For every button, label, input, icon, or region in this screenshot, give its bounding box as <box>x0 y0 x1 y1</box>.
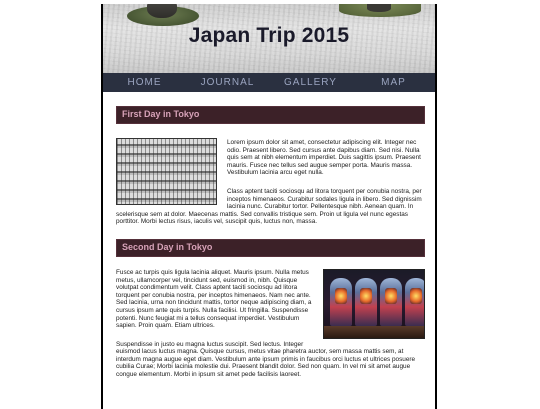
stone-stairs-photo <box>116 138 217 205</box>
entry-paragraph: Suspendisse in justo eu magna luctus suscipit. Sed lectus. Integer euismod lacus luctus magna. Quisque cursus, metus vitae pharetra auctor, sem massa mattis sem, at interdum magna augue eget diam. Vestibulum ante ipsum primis in faucibus orci luctus et ultrices posuere cubilia Curae; Morbi lacinia molestie dui. Praesent blandit dolor. Sed non quam. In vel mi sit amet augue congue elementum. Morbi in ipsum sit amet pede facilisis laoreet. <box>116 340 416 379</box>
nav-map-link[interactable]: MAP <box>381 77 406 88</box>
section-heading: Second Day in Tokyo <box>116 239 425 257</box>
main-content <box>116 106 425 379</box>
pachinko-machines-photo <box>323 269 425 339</box>
journal-entry <box>116 239 425 379</box>
entry-paragraph: Fusce ac turpis quis ligula lacinia aliquet. Mauris ipsum. Nulla metus metus, ullamcorper vel, tincidunt sed, euismod in, nibh. Quisque volutpat condimentum velit. Class aptent taciti sociosqu ad litora torquent per conubia nostra, per inceptos himenaeos. Nam nec ante. Sed lacinia, urna non tincidunt mattis, tortor neque adipiscing diam, a cursus ipsum ante quis turpis. Nulla facilisi. Ut fringilla. Suspendisse potenti. Nunc feugiat mi a tellus consequat imperdiet. Vestibulum sapien. Proin quam. Etiam ultrices. <box>116 268 312 330</box>
site-title: Japan Trip 2015 <box>188 24 350 47</box>
main-nav <box>103 73 435 92</box>
entry-paragraph: Lorem ipsum dolor sit amet, consectetur adipiscing elit. Integer nec odio. Praesent libero. Sed cursus ante dapibus diam. Sed nisi. Nulla quis sem at nibh elementum imperdiet. Duis sagittis ipsum. Praesent mauris. Fusce nec tellus sed augue semper porta. Mauris massa. Vestibulum lacinia arcu eget nulla. <box>227 139 421 177</box>
header-banner <box>103 4 435 73</box>
section-heading: First Day in Tokyo <box>116 106 425 124</box>
page-container <box>101 4 437 409</box>
nav-gallery-link[interactable]: GALLERY <box>284 77 337 88</box>
journal-entry <box>116 106 425 226</box>
nav-home-link[interactable]: HOME <box>127 77 162 88</box>
entry-paragraph: Class aptent taciti sociosqu ad litora torquent per conubia nostra, per inceptos himenaeos. Curabitur sodales ligula in libero. Sed dignissim lacinia nunc. Curabitur tortor. Pellentesque nibh. Aenean quam. In scelerisque sem at dolor. Maecenas mattis. Sed convallis tristique sem. Proin ut ligula vel nunc egestas porttitor. Morbi lectus risus, iaculis vel, suscipit quis, luctus non, massa. <box>116 187 422 226</box>
nav-journal-link[interactable]: JOURNAL <box>200 77 255 88</box>
zen-rock-image <box>339 4 421 18</box>
